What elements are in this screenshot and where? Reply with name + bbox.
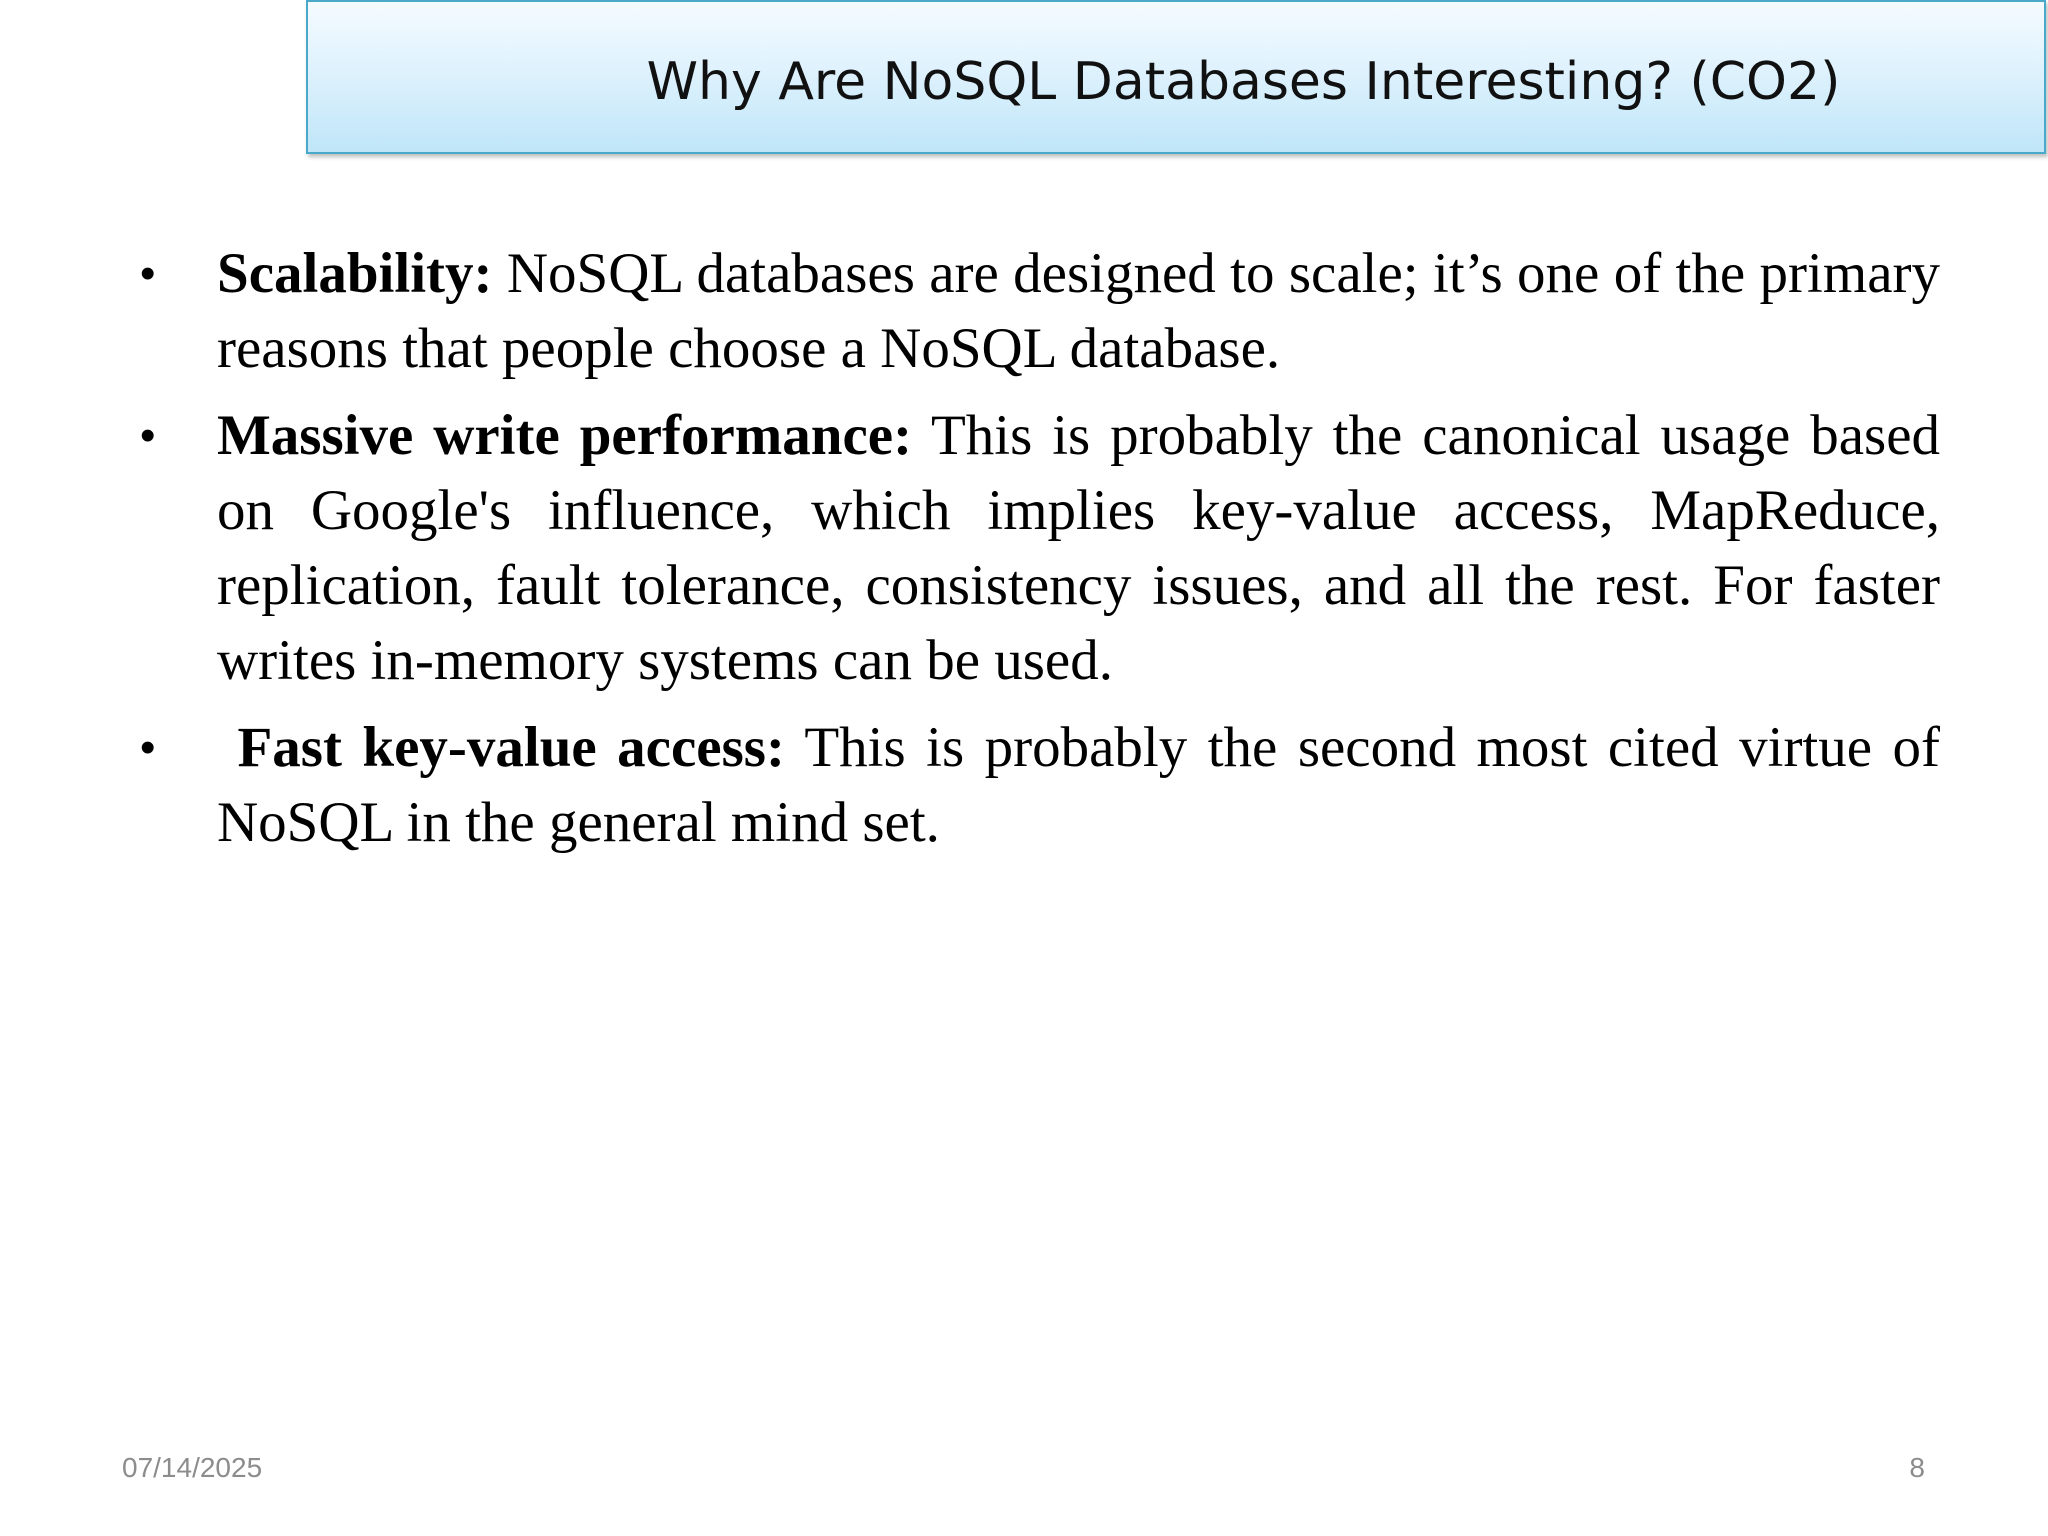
bullet-term: Scalability: xyxy=(217,242,493,305)
bullet-text: NoSQL databases are designed to scale; it’s one of the primary reasons that people choose a NoSQL database. xyxy=(217,242,1940,380)
bullet-item-key-value-access xyxy=(140,710,1940,860)
footer-date: 07/14/2025 xyxy=(122,1452,263,1483)
bullet-icon: • xyxy=(140,411,156,460)
bullet-text: This is probably the canonical usage based on Google's influence, which implies key-value access, MapReduce, replication, fault tolerance, consistency issues, and all the rest. For faster writes in-memory systems can be used. xyxy=(217,404,1940,692)
slide-title: Why Are NoSQL Databases Interesting? (CO2) xyxy=(646,52,1841,112)
footer-page-number: 8 xyxy=(1909,1452,1925,1483)
bullet-item-scalability xyxy=(140,236,1940,386)
bullet-icon: • xyxy=(140,723,156,772)
bullet-list xyxy=(140,236,1940,872)
bullet-item-write-performance xyxy=(140,398,1940,698)
bullet-text: This is probably the second most cited virtue of NoSQL in the general mind set. xyxy=(217,716,1941,854)
bullet-icon: • xyxy=(140,249,156,298)
bullet-term: Fast key-value access: xyxy=(217,716,785,779)
bullet-term: Massive write performance: xyxy=(217,404,913,467)
title-box xyxy=(306,0,2046,154)
